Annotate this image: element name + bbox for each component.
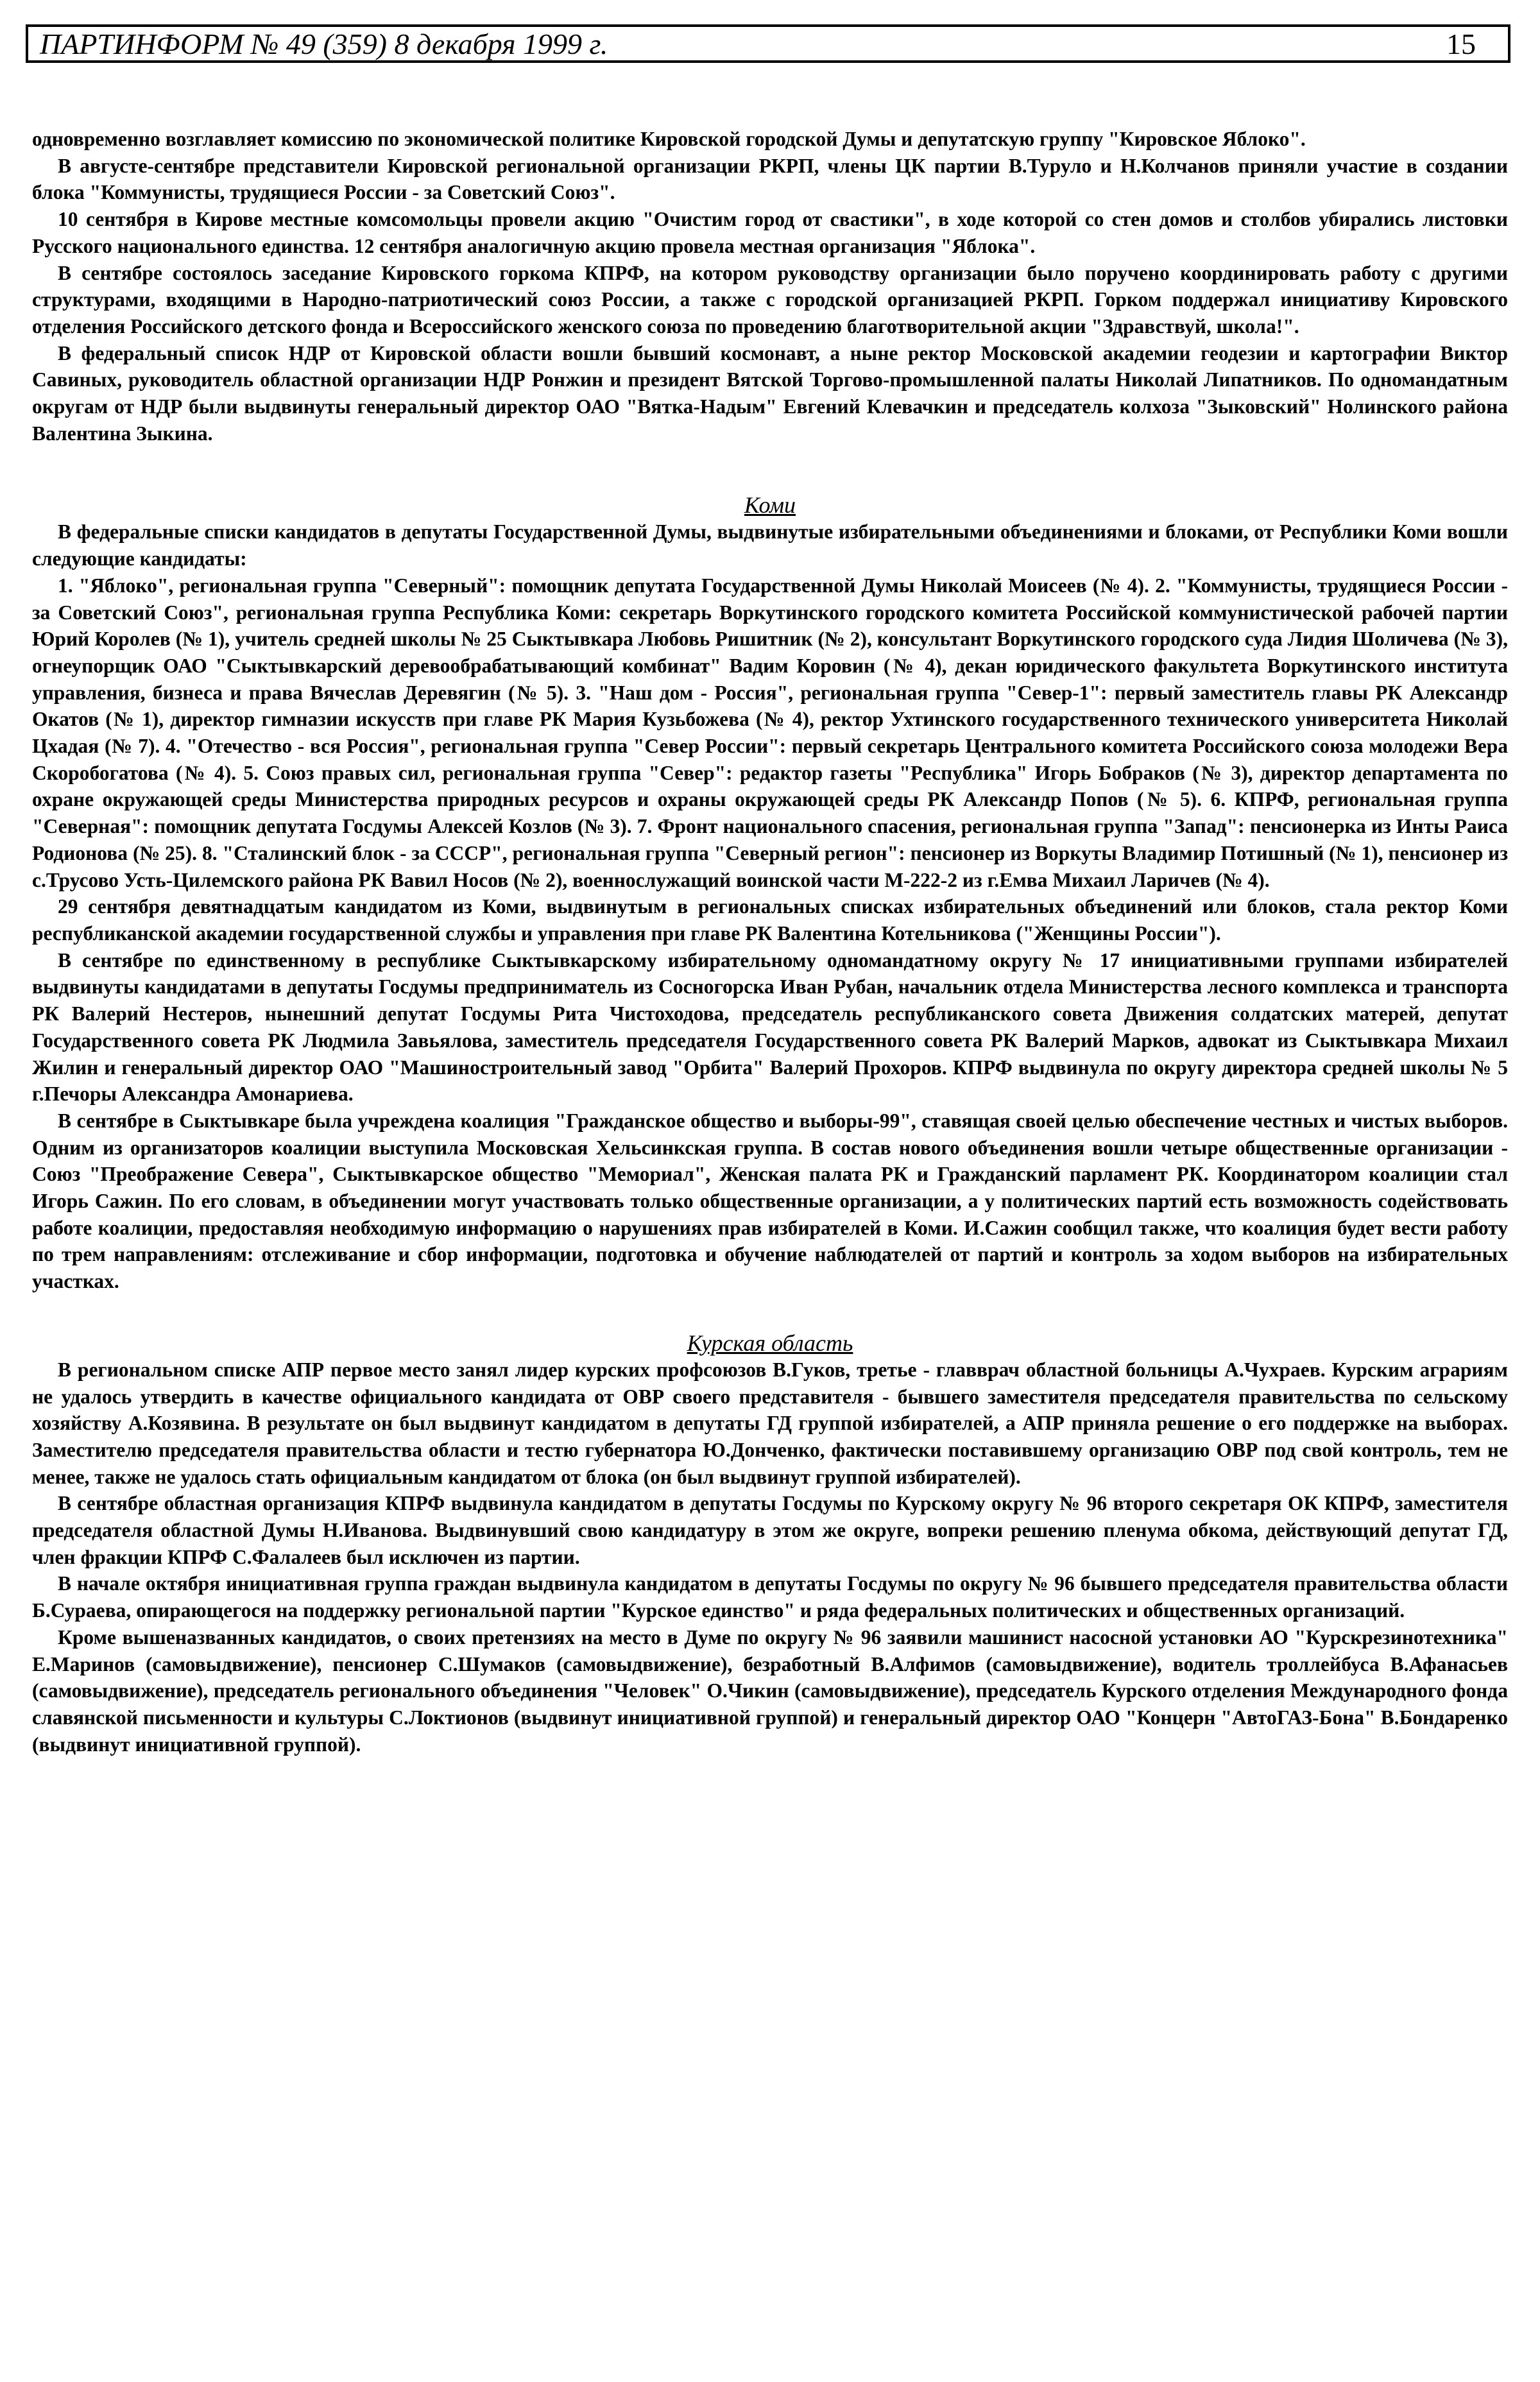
page-header xyxy=(26,24,1510,63)
page-number: 15 xyxy=(1446,27,1476,60)
paragraph: В сентябре в Сыктывкаре была учреждена коалиция "Гражданское общество и выборы-99", ставящая своей целью обеспечение честных и чистых выборов. Одним из организаторов коалиции выступила Московская Хельсинкская группа. В состав нового объединения вошли четыре общественные организации - Союз "Преображение Севера", Сыктывкарское общество "Мемориал", Женская палата РК и Гражданский парламент РК. Координатором коалиции стал Игорь Сажин. По его словам, в объединении могут участвовать только общественные организации, а у политических партий есть возможность содействовать работе коалиции, предоставляя необходимую информацию о нарушениях прав избирателей в Коми. И.Сажин сообщил также, что коалиция будет вести работу по трем направлениям: отслеживание и сбор информации, подготовка и обучение наблюдателей от партий и контроль за ходом выборов на избирательных участках. xyxy=(32,1109,1508,1293)
article-body xyxy=(32,126,1508,1758)
paragraph: В августе-сентябре представители Кировской региональной организации РКРП, члены ЦК партии В.Туруло и Н.Колчанов приняли участие в создании блока "Коммунисты, трудящиеся России - за Советский Союз". xyxy=(32,154,1508,204)
paragraph: В региональном списке АПР первое место занял лидер курских профсоюзов В.Гуков, третье - главврач областной больницы А.Чухраев. Курским аграриям не удалось утвердить в качестве официального кандидата от ОВР своего представителя - бывшего заместителя председателя правительства по сельскому хозяйству А.Козявина. В результате он был выдвинут кандидатом в депутаты ГД группой избирателей, а АПР приняла решение о его поддержке на выборах. Заместителю председателя правительства области и тестю губернатора Ю.Донченко, фактически поставившему организацию ОВР под свой контроль, тем не менее, также не удалось стать официальным кандидатом от блока (он был выдвинут группой избирателей). xyxy=(32,1358,1508,1488)
section-heading-komi: Коми xyxy=(744,492,796,518)
paragraph: В сентябре по единственному в республике Сыктывкарскому избирательному одномандатному округу № 17 инициативными группами избирателей выдвинуты кандидатами в депутаты Госдумы предприниматель из Сосногорска Иван Рубан, начальник отдела Министерства лесного комплекса и транспорта РК Валерий Нестеров, нынешний депутат Госдумы Рита Чистоходова, председатель республиканского совета Движения солдатских матерей, депутат Государственного совета РК Людмила Завьялова, заместитель председателя Государственного совета РК Валерий Марков, адвокат из Сыктывкара Михаил Жилин и генеральный директор ОАО "Машиностроительный завод "Орбита" Валерий Прохоров. КПРФ выдвинула по округу директора средней школы № 5 г.Печоры Александра Амонариева. xyxy=(32,948,1508,1106)
paragraph: 29 сентября девятнадцатым кандидатом из Коми, выдвинутым в региональных списках избирательных объединений или блоков, стала ректор Коми республиканской академии государственной службы и управления при главе РК Валентина Котельникова ("Женщины России"). xyxy=(32,895,1508,945)
paragraph: В федеральный список НДР от Кировской области вошли бывший космонавт, а ныне ректор Московской академии геодезии и картографии Виктор Савиных, руководитель областной организации НДР Ронжин и президент Вятской Торгово-промышленной палаты Николай Липатников. По одномандатным округам от НДР были выдвинуты генеральный директор ОАО "Вятка-Надым" Евгений Клевачкин и председатель колхоза "Зыковский" Нолинского района Валентина Зыкина. xyxy=(32,341,1508,445)
section-spacer xyxy=(32,447,1508,492)
paragraph: 1. "Яблоко", региональная группа "Северный": помощник депутата Государственной Думы Николай Моисеев (№ 4). 2. "Коммунисты, трудящиеся России - за Советский Союз", региональная группа Республика Коми: секретарь Воркутинского городского комитета Российской коммунистической рабочей партии Юрий Королев (№ 1), учитель средней школы № 25 Сыктывкара Любовь Ришитник (№ 2), консультант Воркутинского городского суда Лидия Шоличева (№ 3), огнеупорщик ОАО "Сыктывкарский деревообрабатывающий комбинат" Вадим Коровин (№ 4), декан юридического факультета Воркутинского института управления, бизнеса и права Вячеслав Деревягин (№ 5). 3. "Наш дом - Россия", региональная группа "Север-1": первый заместитель главы РК Александр Окатов (№ 1), директор гимназии искусств при главе РК Мария Кузьбожева (№ 4), ректор Ухтинского государственного технического университета Николай Цхадая (№ 7). 4. "Отечество - вся Россия", региональная группа "Север России": первый секретарь Центрального комитета Российского союза молодежи Вера Скоробогатова (№ 4). 5. Союз правых сил, региональная группа "Север": редактор газеты "Республика" Игорь Бобраков (№ 3), директор департамента по охране окружающей среды Министерства природных ресурсов и охраны окружающей среды РК Александр Попов (№ 5). 6. КПРФ, региональная группа "Северная": помощник депутата Госдумы Алексей Козлов (№ 3). 7. Фронт национального спасения, региональная группа "Запад": пенсионерка из Инты Раиса Родионова (№ 25). 8. "Сталинский блок - за СССР", региональная группа "Северный регион": пенсионер из Воркуты Владимир Потишный (№ 1), пенсионер из с.Трусово Усть-Цилемского района РК Вавил Носов (№ 2), военнослужащий воинской части М-222-2 из г.Емва Михаил Ларичев (№ 4). xyxy=(32,574,1508,891)
paragraph: Кроме вышеназванных кандидатов, о своих претензиях на место в Думе по округу № 96 заявили машинист насосной установки АО "Курскрезинотехника" Е.Маринов (самовыдвижение), пенсионер С.Шумаков (самовыдвижение), безработный В.Алфимов (самовыдвижение), водитель троллейбуса В.Афанасьев (самовыдвижение), председатель регионального объединения "Человек" О.Чикин (самовыдвижение), председатель Курского отделения Международного фонда славянской письменности и культуры С.Локтионов (выдвинут инициативной группой) и генеральный директор ОАО "Концерн "АвтоГАЗ-Бона" В.Бондаренко (выдвинут инициативной группой). xyxy=(32,1625,1508,1756)
paragraph: В начале октября инициативная группа граждан выдвинула кандидатом в депутаты Госдумы по округу № 96 бывшего председателя правительства области Б.Сураева, опирающегося на поддержку региональной партии "Курское единство" и ряда федеральных политических и общественных организаций. xyxy=(32,1572,1508,1622)
paragraph: В сентябре областная организация КПРФ выдвинула кандидатом в депутаты Госдумы по Курскому округу № 96 второго секретаря ОК КПРФ, заместителя председателя областной Думы Н.Иванова. Выдвинувший свою кандидатуру в этом же округе, вопреки решению пленума обкома, действующий депутат ГД, член фракции КПРФ С.Фалалеев был исключен из партии. xyxy=(32,1492,1508,1568)
paragraph: В федеральные списки кандидатов в депутаты Государственной Думы, выдвинутые избирательными объединениями и блоками, от Республики Коми вошли следующие кандидаты: xyxy=(32,520,1508,570)
paragraph: В сентябре состоялось заседание Кировского горкома КПРФ, на котором руководству организации было поручено координировать работу с другими структурами, входящими в Народно-патриотический союз России, а также с городской организацией РКРП. Горком поддержал инициативу Кировского отделения Российского детского фонда и Всероссийского женского союза по проведению благотворительной акции "Здравствуй, школа!". xyxy=(32,261,1508,338)
section-heading-kursk: Курская область xyxy=(687,1330,853,1356)
section-spacer xyxy=(32,1295,1508,1330)
paragraph: одновременно возглавляет комиссию по экономической политике Кировской городской Думы и депутатскую группу "Кировское Яблоко". xyxy=(32,128,1306,150)
publication-title: ПАРТИНФОРМ № 49 (359) 8 декабря 1999 г. xyxy=(40,27,608,60)
paragraph: 10 сентября в Кирове местные комсомольцы провели акцию "Очистим город от свастики", в ходе которой со стен домов и столбов убирались листовки Русского национального единства. 12 сентября аналогичную акцию провела местная организация "Яблока". xyxy=(32,208,1508,257)
